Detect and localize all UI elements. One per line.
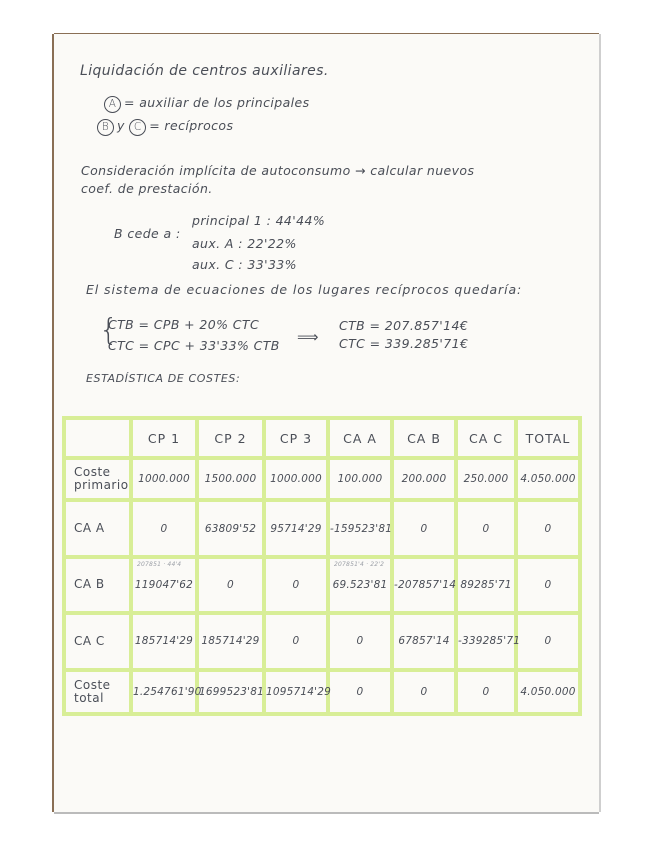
table-cell: 1095714'29 [264,670,328,714]
table-row [64,500,580,556]
table-cell: 0 [516,500,580,556]
table-cell: 1000.000 [131,458,197,500]
table-cell: 1500.000 [197,458,264,500]
table-cell: 67857'14 [392,613,456,669]
row-label: CA B [64,557,131,613]
table-cell: 0 [328,670,392,714]
table-row [64,458,580,500]
table-cell: -339285'71 [456,613,516,669]
cell-value: 69.523'81 [332,578,388,591]
row-label: Coste primario [64,458,131,500]
margin-note: 207851 · 44'4 [137,560,182,568]
table-row [64,670,580,714]
table-cell: 63809'52 [197,500,264,556]
header-ca-c: CA C [456,418,516,458]
table-cell: 95714'29 [264,500,328,556]
table-cell: 1000.000 [264,458,328,500]
table-cell: 0 [456,670,516,714]
circled-letter-b: B [97,119,114,136]
table-cell: 0 [131,500,197,556]
circled-letter-a: A [104,96,121,113]
cell-value: 119047'62 [134,578,194,591]
system-heading: El sistema de ecuaciones de los lugares recíprocos quedaría: [86,282,523,297]
table-cell: 0 [197,557,264,613]
cede-item-aux-c: aux. C : 33'33% [192,257,297,272]
page-title: Liquidación de centros auxiliares. [80,63,329,79]
margin-note: 207851'4 · 22'2 [334,560,385,568]
table-cell: 0 [392,670,456,714]
table-cell: 185714'29 [131,613,197,669]
result-ctc: CTC = 339.285'71€ [339,336,469,351]
stats-heading: ESTADÍSTICA DE COSTES: [86,372,241,385]
list-item-bc [97,118,233,136]
table-cell: 0 [516,613,580,669]
circled-letter-c: C [129,119,146,136]
list-item-bc-text: = recíprocos [149,118,234,133]
table-cell: 89285'71 [456,557,516,613]
table-cell: 0 [328,613,392,669]
table-cell: 0 [456,500,516,556]
table-cell: 250.000 [456,458,516,500]
implies-arrow: ⟹ [297,328,319,346]
table-cell: 185714'29 [197,613,264,669]
header-total: TOTAL [516,418,580,458]
table-cell: 200.000 [392,458,456,500]
table-cell: 1699523'81 [197,670,264,714]
table-cell: 0 [516,557,580,613]
table-row [64,557,580,613]
result-ctb: CTB = 207.857'14€ [339,318,469,333]
table-cell: -159523'81 [328,500,392,556]
consideration-line-1: Consideración implícita de autoconsumo → calcular nuevos [81,163,475,178]
table-cell: 4.050.000 [516,458,580,500]
table-cell [328,557,392,613]
table-cell: 0 [264,613,328,669]
table-cell: 100.000 [328,458,392,500]
list-item-a-text: = auxiliar de los principales [124,95,310,110]
table-cell: -207857'14 [392,557,456,613]
cede-item-aux-a: aux. A : 22'22% [192,236,297,251]
equation-2: CTC = CPC + 33'33% CTB [108,338,280,353]
table-row [64,613,580,669]
brace-symbol: { [99,313,119,348]
cede-lead: B cede a : [114,226,181,241]
header-cp2: CP 2 [197,418,264,458]
table-cell [131,557,197,613]
table-cell: 0 [264,557,328,613]
row-label: CA C [64,613,131,669]
table-cell: 4.050.000 [516,670,580,714]
list-item-a [104,95,310,113]
equation-1: CTB = CPB + 20% CTC [108,317,260,332]
cost-statistics-table [62,416,582,716]
conjunction: y [117,118,125,133]
header-cp3: CP 3 [264,418,328,458]
consideration-line-2: coef. de prestación. [81,181,213,196]
cede-item-principal: principal 1 : 44'44% [192,213,326,228]
header-ca-a: CA A [328,418,392,458]
table-header-row [64,418,580,458]
header-cp1: CP 1 [131,418,197,458]
row-label: CA A [64,500,131,556]
header-ca-b: CA B [392,418,456,458]
row-label: Coste total [64,670,131,714]
header-corner [64,418,131,458]
table-cell: 0 [392,500,456,556]
table-cell: 1.254761'90 [131,670,197,714]
